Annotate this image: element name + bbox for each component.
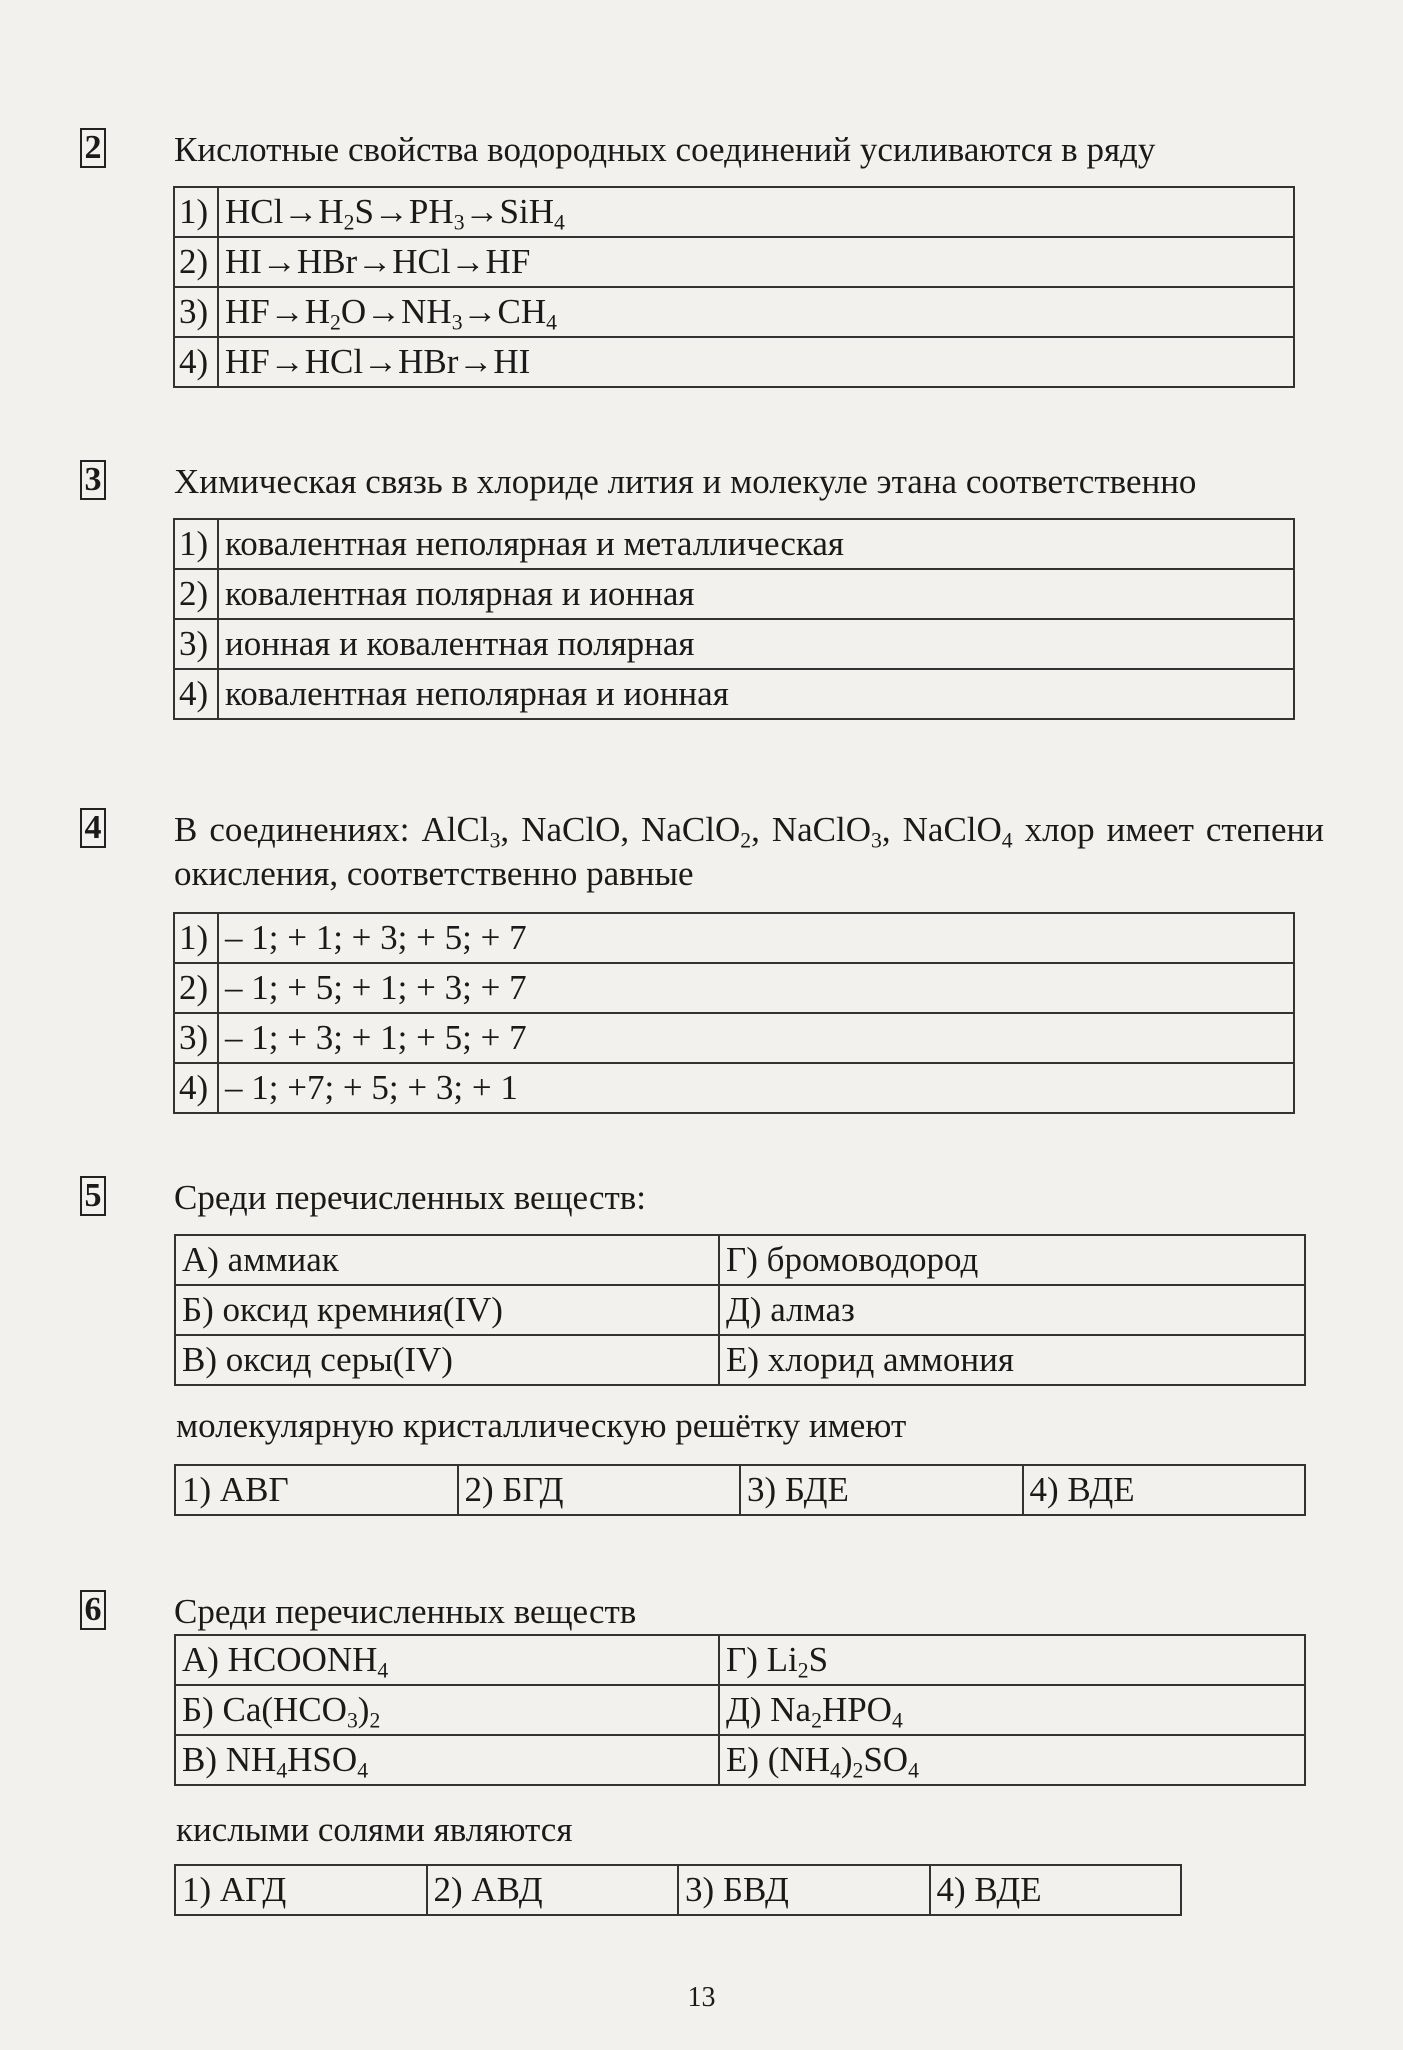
substance-cell: В) оксид серы(IV)	[175, 1335, 719, 1385]
answers-table	[174, 1864, 1182, 1916]
substance-cell: Е) хлорид аммония	[719, 1335, 1305, 1385]
option-text: – 1; +7; + 5; + 3; + 1	[218, 1063, 1294, 1113]
option-row[interactable]	[174, 237, 1294, 287]
option-row[interactable]	[174, 519, 1294, 569]
substance-cell: Д) $Na_2HPO_4$	[719, 1685, 1305, 1735]
question-tail: кислыми солями являются	[176, 1810, 573, 1849]
option-number: 4)	[174, 1063, 218, 1113]
task-number: 5	[80, 1176, 106, 1216]
options-table	[173, 518, 1295, 720]
substance-cell: А) аммиак	[175, 1235, 719, 1285]
answer-option[interactable]: 3) БВД	[678, 1865, 930, 1915]
question-text: Кислотные свойства водородных соединений усиливаются в ряду	[174, 130, 1156, 169]
answer-option[interactable]: 4) ВДЕ	[1023, 1465, 1306, 1515]
option-row[interactable]	[174, 187, 1294, 237]
question-text: Среди перечисленных веществ	[174, 1592, 637, 1631]
answers-table	[174, 1464, 1306, 1516]
option-number: 1)	[174, 913, 218, 963]
answer-option[interactable]: 1) АВГ	[175, 1465, 458, 1515]
substance-cell: В) $NH_4HSO_4$	[175, 1735, 719, 1785]
task-number: 2	[80, 128, 106, 168]
task-number: 3	[80, 460, 106, 500]
option-number: 4)	[174, 337, 218, 387]
option-text: HI→HBr→HCl→HF	[218, 237, 1294, 287]
option-number: 1)	[174, 187, 218, 237]
substance-cell: Б) $Ca(HCO_3)_2$	[175, 1685, 719, 1735]
question-text: Химическая связь в хлориде лития и молекуле этана соответственно	[174, 462, 1197, 501]
option-number: 3)	[174, 619, 218, 669]
question-tail: молекулярную кристаллическую решётку имеют	[176, 1406, 907, 1445]
question-text: Среди перечисленных веществ:	[174, 1178, 647, 1217]
option-number: 1)	[174, 519, 218, 569]
option-text: $HCl\to H_2S\to PH_3\to SiH_4$	[218, 187, 1294, 237]
task-number: 4	[80, 808, 106, 848]
option-row[interactable]	[174, 1063, 1294, 1113]
question-text: В соединениях: AlCl$_3$, NaClO, NaClO$_2$, NaClO$_3$, NaClO$_4$ хлор имеет степени окисления, соответственно равные	[174, 810, 1324, 893]
substance-cell: Е) $(NH_4)_2SO_4$	[719, 1735, 1305, 1785]
substances-table	[174, 1634, 1306, 1786]
option-row[interactable]	[174, 287, 1294, 337]
option-row[interactable]	[174, 963, 1294, 1013]
option-text: ковалентная полярная и ионная	[218, 569, 1294, 619]
option-row[interactable]	[174, 669, 1294, 719]
option-row[interactable]	[174, 337, 1294, 387]
option-row[interactable]	[174, 913, 1294, 963]
option-number: 2)	[174, 237, 218, 287]
page-number: 13	[687, 1982, 716, 2013]
options-table	[173, 912, 1295, 1114]
option-number: 3)	[174, 1013, 218, 1063]
option-row[interactable]	[174, 1013, 1294, 1063]
option-text: – 1; + 5; + 1; + 3; + 7	[218, 963, 1294, 1013]
task-number: 6	[80, 1590, 106, 1630]
substance-cell: Д) алмаз	[719, 1285, 1305, 1335]
option-number: 3)	[174, 287, 218, 337]
answer-option[interactable]: 1) АГД	[175, 1865, 427, 1915]
substance-cell: Г) бромоводород	[719, 1235, 1305, 1285]
answer-option[interactable]: 4) ВДЕ	[930, 1865, 1182, 1915]
answer-option[interactable]: 2) АВД	[427, 1865, 679, 1915]
substance-cell: Б) оксид кремния(IV)	[175, 1285, 719, 1335]
option-text: ковалентная неполярная и ионная	[218, 669, 1294, 719]
option-text: $HF\to H_2O\to NH_3\to CH_4$	[218, 287, 1294, 337]
option-number: 4)	[174, 669, 218, 719]
options-table	[173, 186, 1295, 388]
option-text: – 1; + 3; + 1; + 5; + 7	[218, 1013, 1294, 1063]
answer-option[interactable]: 3) БДЕ	[740, 1465, 1023, 1515]
option-text: ковалентная неполярная и металлическая	[218, 519, 1294, 569]
substance-cell: А) $HCOONH_4$	[175, 1635, 719, 1685]
option-text: – 1; + 1; + 3; + 5; + 7	[218, 913, 1294, 963]
option-number: 2)	[174, 569, 218, 619]
answer-option[interactable]: 2) БГД	[458, 1465, 741, 1515]
option-row[interactable]	[174, 619, 1294, 669]
substances-table	[174, 1234, 1306, 1386]
option-row[interactable]	[174, 569, 1294, 619]
substance-cell: Г) $Li_2S$	[719, 1635, 1305, 1685]
option-text: HF→HCl→HBr→HI	[218, 337, 1294, 387]
option-text: ионная и ковалентная полярная	[218, 619, 1294, 669]
option-number: 2)	[174, 963, 218, 1013]
